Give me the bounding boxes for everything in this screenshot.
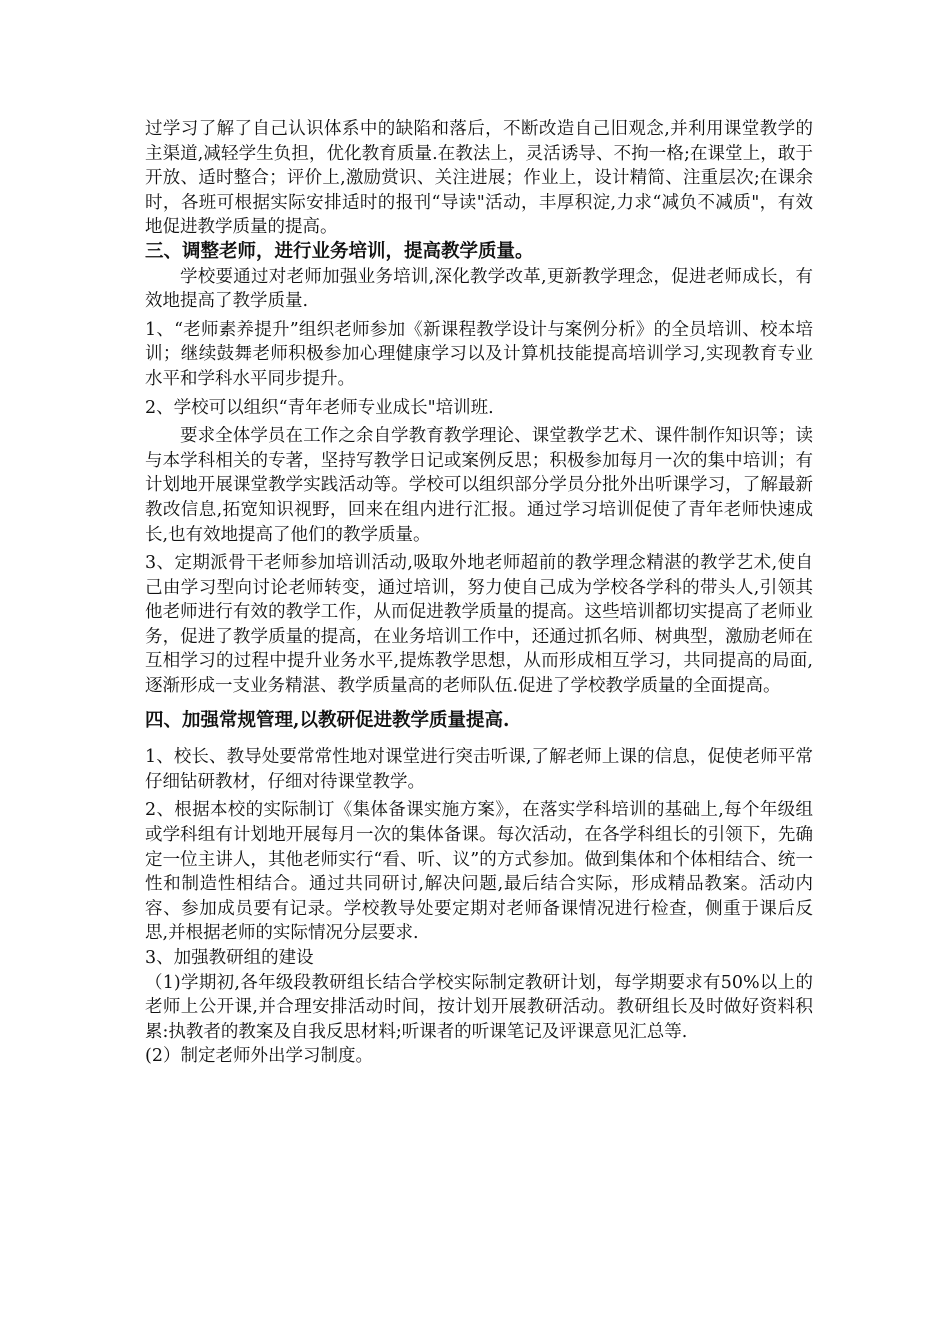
paragraph-item-3-1: 1、“老师素养提升”组织老师参加《新课程教学设计与案例分析》的全员培训、校本培训；继续鼓舞老师积极参加心理健康学习以及计算机技能提高培训学习,实现教育专业水平和学科水平同步提升。 bbox=[145, 319, 813, 389]
section-heading-4: 四、加强常规管理,以教研促进教学质量提高. bbox=[145, 709, 510, 731]
paragraph-item-4-3: 3、加强教研组的建设 bbox=[145, 948, 314, 968]
paragraph-item-3-2-detail: 要求全体学员在工作之余自学教育教学理论、课堂教学艺术、课件制作知识等；读与本学科相关的专著，坚持写教学日记或案例反思；积极参加每月一次的集中培训；有计划地开展课堂教学实践活动等。学校可以组织部分学员分批外出听课学习，了解最新教改信息,拓宽知识视野，回来在组内进行汇报。通过学习培训促使了青年老师快速成长,也有效地提高了他们的教学质量。 bbox=[145, 426, 813, 545]
paragraph-item-3-3: 3、定期派骨干老师参加培训活动,吸取外地老师超前的教学理念精湛的教学艺术,使自己由学习型向讨论老师转变，通过培训，努力使自己成为学校各学科的带头人,引领其他老师进行有效的教学工作，从而促进教学质量的提高。这些培训都切实提高了老师业务，促进了教学质量的提高，在业务培训工作中，还通过抓名师、树典型，激励老师在互相学习的过程中提升业务水平,提炼教学思想，从而形成相互学习，共同提高的局面,逐渐形成一支业务精湛、教学质量高的老师队伍.促进了学校教学质量的全面提高。 bbox=[145, 553, 813, 697]
paragraph-training-intro: 学校要通过对老师加强业务培训,深化教学改革,更新教学理念，促进老师成长，有效地提高了教学质量. bbox=[145, 266, 813, 312]
paragraph-item-4-3-1: （1)学期初,各年级段教研组长结合学校实际制定教研计划，每学期要求有50%以上的老师上公开课,并合理安排活动时间，按计划开展教研活动。教研组长及时做好资料积累:执教者的教案及自我反思材料;听课者的听课笔记及评课意见汇总等. bbox=[145, 972, 813, 1042]
paragraph-item-4-1: 1、校长、教导处要常常性地对课堂进行突击听课,了解老师上课的信息，促使老师平常仔细钻研教材，仔细对待课堂教学。 bbox=[145, 747, 813, 792]
paragraph-intro: 过学习了解了自己认识体系中的缺陷和落后，不断改造自己旧观念,并利用课堂教学的主渠道,减轻学生负担，优化教育质量.在教法上，灵活诱导、不拘一格;在课堂上，敢于开放、适时整合；评价上,激励赏识、关注进展；作业上，设计精简、注重层次;在课余时，各班可根据实际安排适时的报刊“导读"活动，丰厚积淀,力求“减负不减质"，有效地促进教学质量的提高。 bbox=[145, 119, 813, 238]
section-heading-3: 三、调整老师，进行业务培训，提高教学质量。 bbox=[145, 240, 534, 262]
document-page bbox=[145, 117, 813, 1069]
paragraph-item-4-3-2: (2）制定老师外出学习制度。 bbox=[145, 1046, 373, 1067]
paragraph-item-3-2: 2、学校可以组织“青年老师专业成长"培训班. bbox=[145, 397, 494, 418]
paragraph-item-4-2: 2、根据本校的实际制订《集体备课实施方案》，在落实学科培训的基础上,每个年级组或学科组有计划地开展每月一次的集体备课。每次活动，在各学科组长的引领下，先确定一位主讲人，其他老师实行“看、听、议”的方式参加。做到集体和个体相结合、统一性和制造性相结合。通过共同研讨,解决问题,最后结合实际，形成精品教案。活动内容、参加成员要有记录。学校教导处要定期对老师备课情况进行检查，侧重于课后反思,并根据老师的实际情况分层要求. bbox=[145, 800, 813, 944]
